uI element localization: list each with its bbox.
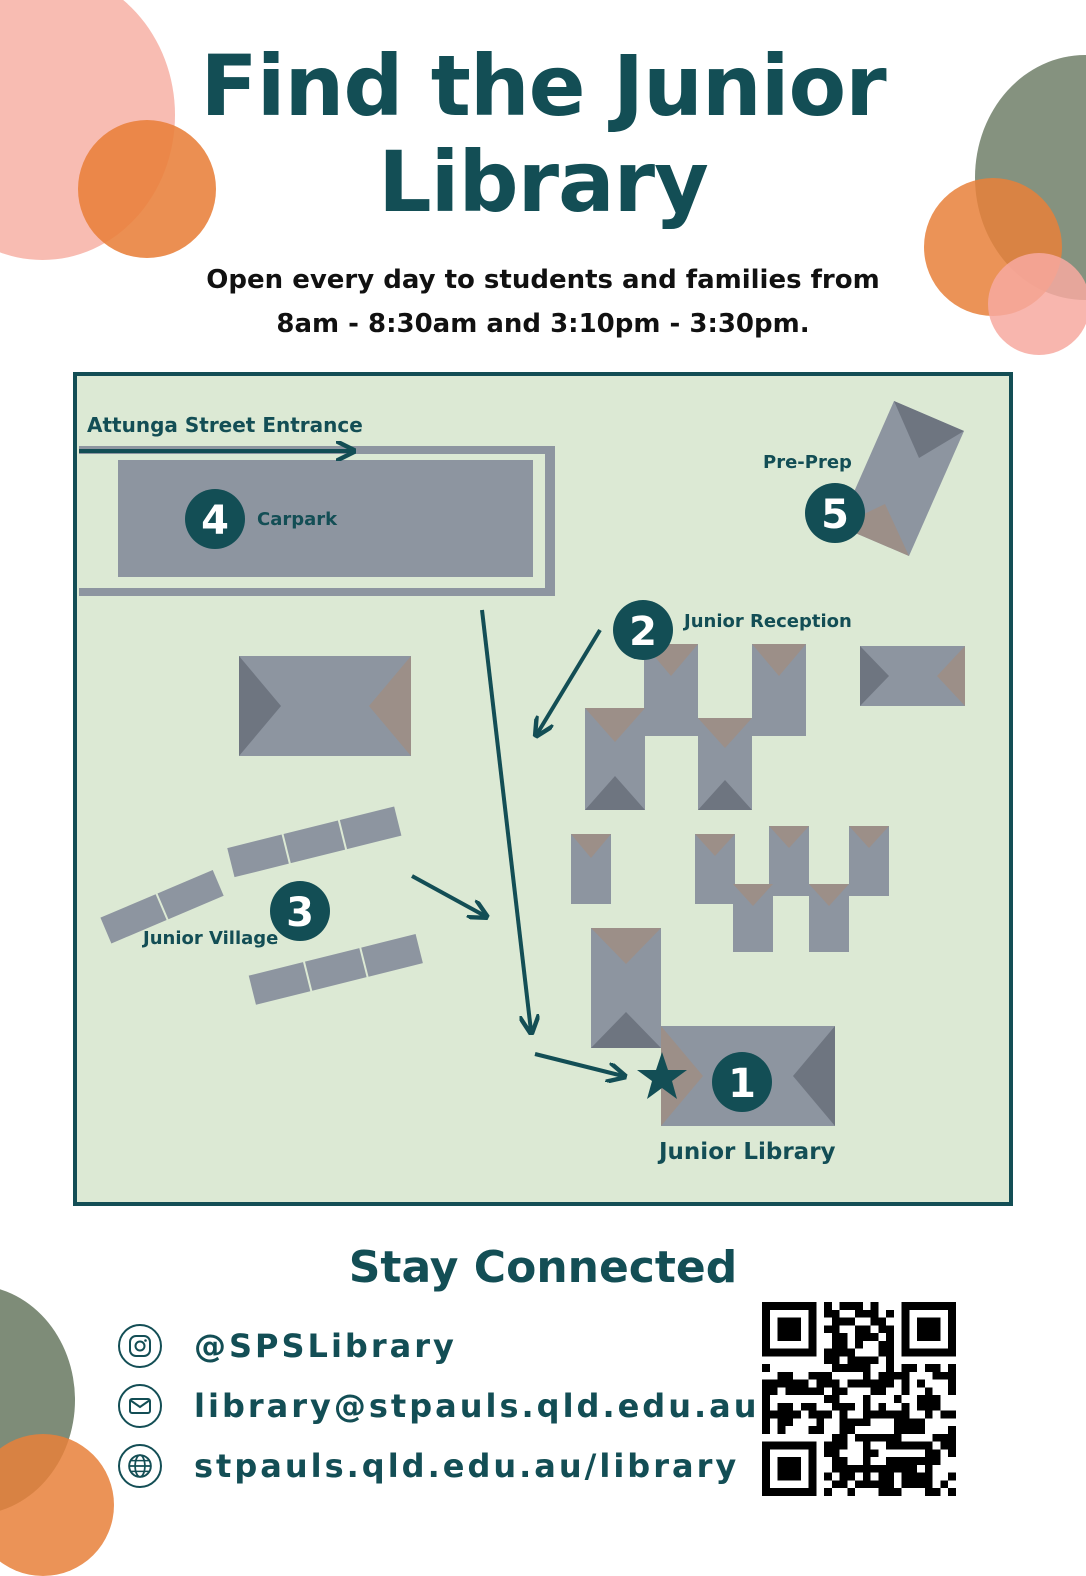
page-title	[0, 38, 1086, 230]
location-number-5: 5	[821, 492, 849, 538]
building-pre-prep	[839, 401, 964, 556]
location-number-2: 2	[629, 609, 657, 655]
location-label-junior-library: Junior Library	[659, 1139, 836, 1165]
opening-hours	[0, 258, 1086, 346]
route-arrow-to-library	[535, 1054, 623, 1076]
location-label-pre-prep: Pre-Prep	[763, 452, 852, 473]
globe-icon	[118, 1444, 162, 1488]
route-arrow-carpark-to-library	[482, 610, 531, 1031]
route-arrow-village	[412, 876, 485, 916]
location-number-4: 4	[201, 498, 229, 544]
qr-code[interactable]	[762, 1302, 956, 1496]
contact-website[interactable]	[118, 1442, 739, 1490]
contact-instagram[interactable]	[118, 1322, 457, 1370]
library-building	[591, 928, 835, 1126]
campus-map	[73, 372, 1013, 1206]
classroom-cluster	[695, 826, 889, 952]
location-marker-5	[805, 483, 865, 543]
campus-map-canvas	[77, 376, 1009, 1202]
location-number-1: 1	[728, 1061, 756, 1107]
location-label-carpark: Carpark	[257, 509, 338, 530]
junior-village-cabins	[100, 806, 422, 1004]
opening-hours-line-2: 8am - 8:30am and 3:10pm - 3:30pm.	[276, 309, 810, 339]
contact-email[interactable]	[118, 1382, 760, 1430]
title-line-2: Library	[378, 133, 708, 231]
location-marker-4	[185, 489, 245, 549]
instagram-icon	[118, 1324, 162, 1368]
entrance-label: Attunga Street Entrance	[87, 413, 363, 437]
location-marker-2	[613, 600, 673, 660]
email-icon	[118, 1384, 162, 1428]
email-address[interactable]: library@stpauls.qld.edu.au	[194, 1387, 760, 1425]
website-url[interactable]: stpauls.qld.edu.au/library	[194, 1447, 740, 1485]
instagram-handle[interactable]: @SPSLibrary	[194, 1327, 457, 1365]
stay-connected-heading: Stay Connected	[348, 1242, 738, 1293]
location-label-junior-village: Junior Village	[143, 928, 279, 949]
building-west	[239, 656, 411, 756]
location-label-junior-reception: Junior Reception	[684, 611, 852, 632]
deco-circle-orange-bottom-left	[0, 1434, 114, 1576]
location-marker-1	[712, 1052, 772, 1112]
opening-hours-line-1: Open every day to students and families from	[206, 265, 880, 295]
building-east	[860, 646, 965, 706]
location-marker-3	[270, 881, 330, 941]
title-line-1: Find the Junior	[200, 37, 886, 135]
location-number-3: 3	[286, 890, 314, 936]
